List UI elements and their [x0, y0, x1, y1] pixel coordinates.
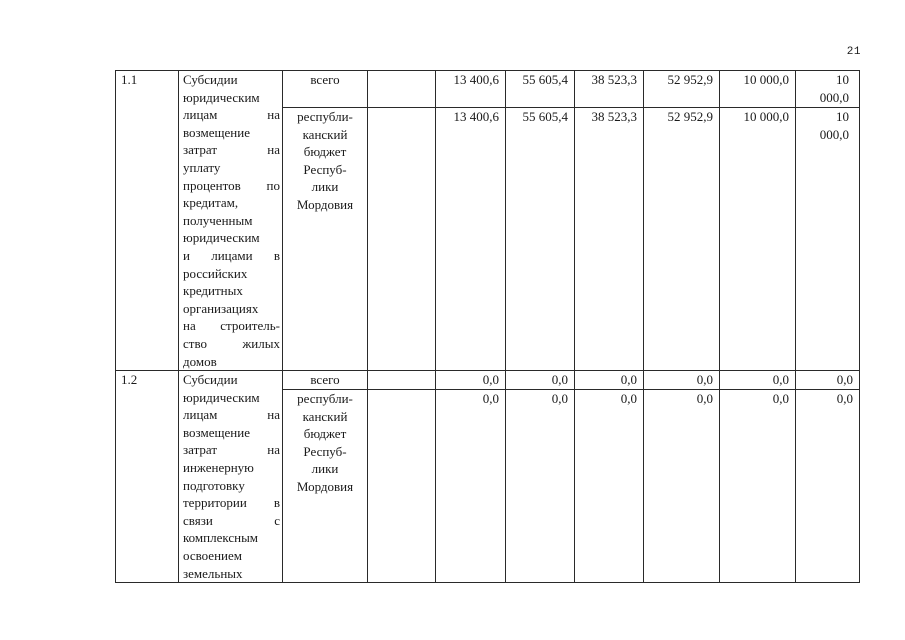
text-line: освоением	[183, 548, 242, 564]
text-line: уплату	[183, 159, 221, 175]
value-cell: 52 952,9	[644, 108, 720, 371]
row-description	[179, 371, 283, 583]
text-line: Мордовия	[296, 478, 354, 494]
value-cell: 0,0	[644, 371, 720, 390]
empty-cell	[368, 371, 436, 390]
text-line: 000,0	[819, 89, 849, 105]
value-cell: 38 523,3	[575, 108, 644, 371]
budget-table	[115, 70, 860, 583]
text-line: лики	[311, 179, 339, 195]
text-line: 000,0	[819, 126, 849, 142]
value-cell: 0,0	[506, 389, 575, 582]
value-cell: 0,0	[436, 371, 506, 390]
text-line: лицам на	[183, 107, 280, 123]
text-line: 0,0	[836, 372, 853, 388]
text-line: 10	[836, 109, 849, 125]
row-code: 1.2	[116, 371, 179, 583]
text-line: процентов по	[183, 177, 280, 193]
value-cell: 55 605,4	[506, 108, 575, 371]
text-line: юридическим	[183, 389, 260, 405]
row-description	[179, 71, 283, 371]
text-line: российских	[183, 265, 248, 281]
text-line: Мордовия	[296, 197, 354, 212]
value-cell: 10 000,0	[720, 108, 796, 371]
value-cell-last	[796, 108, 860, 371]
value-cell: 0,0	[720, 371, 796, 390]
text-line: бюджет	[303, 144, 347, 160]
text-line: республи-	[297, 390, 353, 406]
text-line: 10	[836, 72, 849, 87]
funding-source-budget	[283, 108, 368, 371]
text-line: республи-	[297, 109, 353, 125]
budget-table-wrapper	[115, 70, 859, 583]
text-line: затрат на	[183, 142, 280, 158]
text-line: ство жилых	[183, 335, 280, 351]
value-cell-last	[796, 389, 860, 582]
text-line: бюджет	[303, 426, 347, 442]
text-line: лики	[311, 461, 339, 477]
text-line: организациях	[183, 300, 259, 316]
value-cell: 13 400,6	[436, 71, 506, 108]
table-row	[116, 371, 860, 390]
text-line: юридическим	[183, 89, 260, 105]
text-line: территории в	[183, 495, 280, 511]
page-number: 21	[846, 46, 861, 58]
funding-source-total: всего	[283, 71, 368, 108]
value-cell-last	[796, 371, 860, 390]
text-line: затрат на	[183, 442, 280, 458]
value-cell: 0,0	[575, 389, 644, 582]
text-line: Субсидии	[183, 372, 238, 388]
text-line: возмещение	[183, 424, 250, 440]
value-cell: 38 523,3	[575, 71, 644, 108]
text-line: земельных	[183, 565, 243, 581]
text-line: возмещение	[183, 124, 250, 140]
text-line: на строитель-	[183, 318, 280, 334]
text-line: юридическим	[183, 230, 260, 246]
empty-cell	[368, 389, 436, 582]
text-line: Респуб-	[303, 161, 347, 177]
text-line: инженерную	[183, 460, 254, 476]
row-code: 1.1	[116, 71, 179, 371]
funding-source-budget	[283, 389, 368, 582]
text-line: канский	[302, 126, 348, 142]
funding-source-total: всего	[283, 371, 368, 390]
value-cell: 55 605,4	[506, 71, 575, 108]
text-line: и лицами в	[183, 247, 280, 263]
value-cell: 0,0	[720, 389, 796, 582]
text-line: подготовку	[183, 477, 245, 493]
value-cell: 0,0	[644, 389, 720, 582]
value-cell: 52 952,9	[644, 71, 720, 108]
text-line: комплексным	[183, 530, 259, 546]
text-line: кредитных	[183, 283, 243, 299]
text-line: связи с	[183, 512, 280, 528]
empty-cell	[368, 108, 436, 371]
text-line: Респуб-	[303, 443, 347, 459]
value-cell: 10 000,0	[720, 71, 796, 108]
text-line: канский	[302, 408, 348, 424]
text-line: Субсидии	[183, 72, 238, 87]
text-line: лицам на	[183, 407, 280, 423]
value-cell: 0,0	[506, 371, 575, 390]
empty-cell	[368, 71, 436, 108]
value-cell: 0,0	[575, 371, 644, 390]
value-cell-last	[796, 71, 860, 108]
table-row	[116, 71, 860, 108]
text-line: полученным	[183, 212, 253, 228]
value-cell: 13 400,6	[436, 108, 506, 371]
value-cell: 0,0	[436, 389, 506, 582]
text-line: домов	[183, 353, 217, 369]
text-line: кредитам,	[183, 195, 239, 211]
text-line: 0,0	[836, 390, 853, 406]
